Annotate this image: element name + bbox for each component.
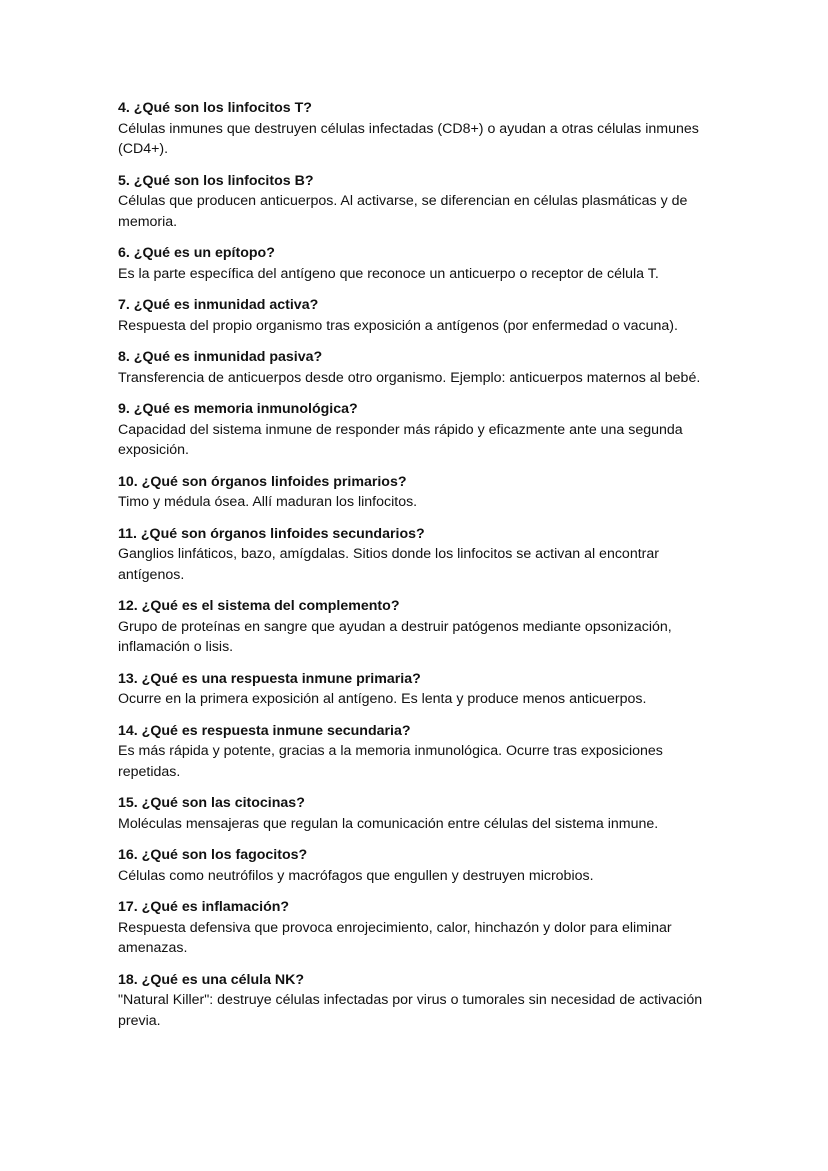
question-heading: 15. ¿Qué son las citocinas? [118,795,305,811]
question-heading: 4. ¿Qué son los linfocitos T? [118,100,312,116]
answer-text: Respuesta defensiva que provoca enrojecimiento, calor, hinchazón y dolor para eliminar amenazas. [118,919,672,956]
qa-list [118,98,718,1031]
answer-text: Moléculas mensajeras que regulan la comunicación entre células del sistema inmune. [118,815,659,832]
qa-item [118,347,718,388]
qa-item [118,669,718,710]
qa-item [118,171,718,233]
qa-item [118,897,718,959]
qa-item [118,845,718,886]
qa-item [118,243,718,284]
qa-item [118,524,718,586]
qa-item [118,596,718,658]
answer-text: Transferencia de anticuerpos desde otro organismo. Ejemplo: anticuerpos maternos al bebé. [118,369,701,386]
question-heading: 9. ¿Qué es memoria inmunológica? [118,401,358,417]
answer-text: Grupo de proteínas en sangre que ayudan a destruir patógenos mediante opsonización, inflamación o lisis. [118,618,672,655]
question-heading: 18. ¿Qué es una célula NK? [118,971,305,988]
question-heading: 14. ¿Qué es respuesta inmune secundaria? [118,722,411,739]
answer-text: Células como neutrófilos y macrófagos que engullen y destruyen microbios. [118,867,594,884]
answer-text: Células inmunes que destruyen células infectadas (CD8+) o ayudan a otras células inmunes (CD4+). [118,120,699,157]
answer-text: Capacidad del sistema inmune de responder más rápido y eficazmente ante una segunda exposición. [118,421,683,458]
answer-text: Timo y médula ósea. Allí maduran los linfocitos. [118,494,418,510]
answer-text: "Natural Killer": destruye células infectadas por virus o tumorales sin necesidad de activación previa. [118,992,703,1029]
qa-item [118,295,718,336]
question-heading: 10. ¿Qué son órganos linfoides primarios? [118,473,407,490]
qa-item [118,970,718,1032]
qa-item [118,399,718,461]
question-heading: 5. ¿Qué son los linfocitos B? [118,172,314,189]
answer-text: Ganglios linfáticos, bazo, amígdalas. Sitios donde los linfocitos se activan al encontrar antígenos. [118,546,659,583]
question-heading: 13. ¿Qué es una respuesta inmune primaria? [118,670,421,687]
qa-item [118,793,718,834]
question-heading: 16. ¿Qué son los fagocitos? [118,847,308,863]
question-heading: 6. ¿Qué es un epítopo? [118,245,275,261]
question-heading: 17. ¿Qué es inflamación? [118,899,290,915]
question-heading: 11. ¿Qué son órganos linfoides secundarios? [118,525,425,542]
qa-item [118,98,718,160]
question-heading: 7. ¿Qué es inmunidad activa? [118,297,319,313]
answer-text: Células que producen anticuerpos. Al activarse, se diferencian en células plasmáticas y de memoria. [118,193,688,230]
answer-text: Es más rápida y potente, gracias a la memoria inmunológica. Ocurre tras exposiciones repetidas. [118,743,663,780]
qa-item [118,721,718,783]
answer-text: Respuesta del propio organismo tras exposición a antígenos (por enfermedad o vacuna). [118,317,678,334]
answer-text: Es la parte específica del antígeno que reconoce un anticuerpo o receptor de célula T. [118,265,659,282]
question-heading: 8. ¿Qué es inmunidad pasiva? [118,349,323,365]
qa-item [118,472,718,513]
question-heading: 12. ¿Qué es el sistema del complemento? [118,598,400,614]
answer-text: Ocurre en la primera exposición al antígeno. Es lenta y produce menos anticuerpos. [118,691,647,707]
